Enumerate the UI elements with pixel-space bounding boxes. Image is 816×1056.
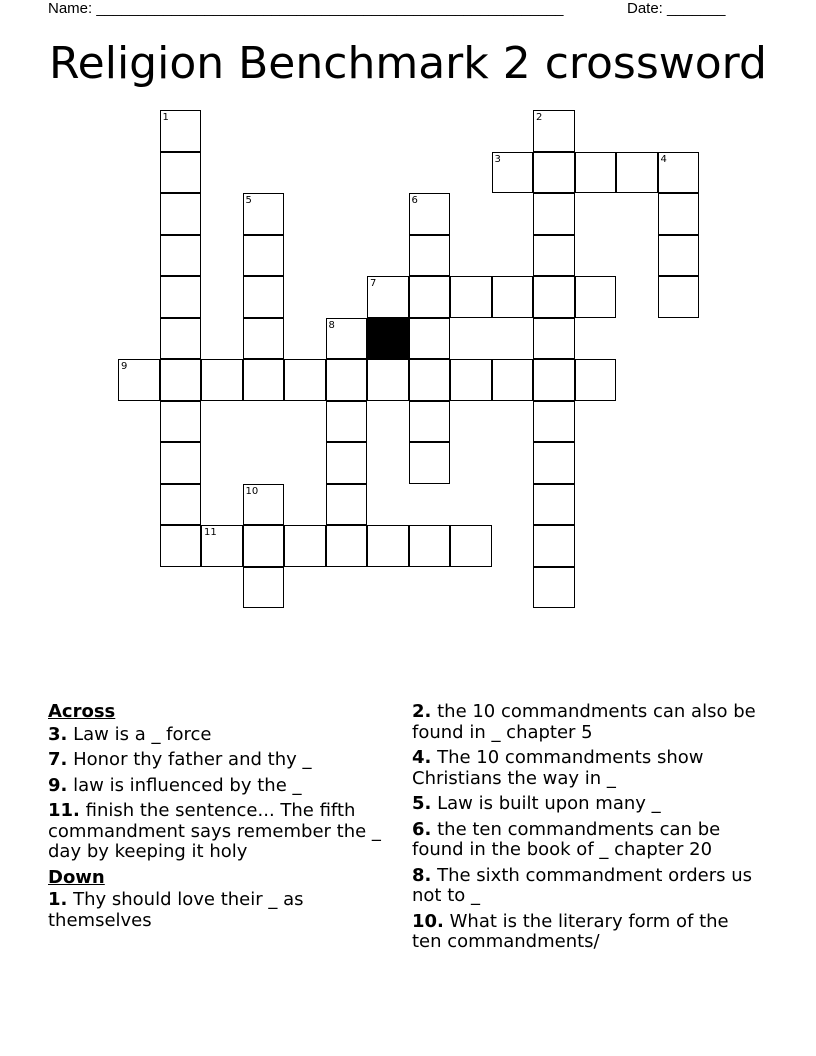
grid-cell[interactable] (533, 442, 575, 484)
clue-number: 3. (48, 723, 68, 745)
grid-cell[interactable] (658, 193, 700, 235)
grid-cell[interactable] (492, 152, 534, 194)
grid-cell[interactable] (450, 359, 492, 401)
grid-cell[interactable] (160, 276, 202, 318)
grid-cell[interactable] (243, 484, 285, 526)
grid-cell[interactable] (450, 525, 492, 567)
grid-cell[interactable] (575, 152, 617, 194)
grid-cell[interactable] (533, 235, 575, 277)
clue-number: 9 (121, 361, 128, 372)
grid-cell[interactable] (160, 318, 202, 360)
clue-text: Law is built upon many _ (431, 793, 661, 814)
grid-cell[interactable] (658, 152, 700, 194)
clue-item (48, 801, 398, 863)
grid-cell[interactable] (492, 276, 534, 318)
grid-cell[interactable] (160, 110, 202, 152)
grid-cell[interactable] (533, 525, 575, 567)
clue-number: 2 (536, 112, 543, 123)
grid-cell[interactable] (658, 276, 700, 318)
grid-cell[interactable] (243, 567, 285, 609)
grid-cell[interactable] (160, 484, 202, 526)
grid-cell[interactable] (118, 359, 160, 401)
clue-number: 3 (494, 153, 501, 165)
grid-cell[interactable] (326, 525, 368, 567)
grid-cell-blocked (367, 318, 409, 360)
clue-number: 1 (162, 112, 169, 123)
grid-cell[interactable] (409, 276, 451, 318)
across-heading: Across (48, 701, 116, 722)
clue-text: Honor thy father and thy _ (67, 749, 312, 770)
grid-cell[interactable] (533, 318, 575, 360)
clue-number: 2. (412, 701, 432, 722)
clue-number: 9. (48, 774, 68, 796)
clue-number: 5 (245, 195, 252, 206)
clue-number: 6. (412, 818, 432, 840)
clue-number: 11 (204, 527, 217, 538)
grid-cell[interactable] (367, 359, 409, 401)
grid-cell[interactable] (575, 359, 617, 401)
grid-cell[interactable] (409, 193, 451, 235)
clue-number: 4. (412, 747, 432, 768)
grid-cell[interactable] (326, 401, 368, 443)
clue-number: 1. (48, 889, 68, 910)
clue-text: the ten commandments can be found in the book of _ chapter 20 (412, 818, 726, 860)
clue-number: 6 (411, 195, 418, 206)
clue-text: The sixth commandment orders us not to _ (412, 864, 758, 906)
grid-cell[interactable] (533, 359, 575, 401)
grid-cell[interactable] (243, 276, 285, 318)
grid-cell[interactable] (160, 359, 202, 401)
grid-cell[interactable] (243, 235, 285, 277)
clue-text: What is the literary form of the ten commandments/ (412, 910, 735, 952)
clue-item (412, 866, 762, 907)
grid-cell[interactable] (409, 525, 451, 567)
grid-cell[interactable] (243, 193, 285, 235)
grid-cell[interactable] (367, 276, 409, 318)
clue-text: the 10 commandments can also be found in _ chapter 5 (412, 701, 762, 743)
grid-cell[interactable] (575, 276, 617, 318)
clue-item (48, 725, 398, 746)
clue-text: finish the sentence... The fifth commandment says remember the _ day by keeping it holy (48, 800, 387, 862)
grid-cell[interactable] (160, 152, 202, 194)
clue-number: 5. (412, 793, 432, 814)
clue-text: The 10 commandments show Christians the way in _ (412, 747, 710, 789)
page-title: Religion Benchmark 2 crossword (49, 38, 767, 89)
grid-cell[interactable] (492, 359, 534, 401)
clues-left-column (48, 702, 398, 936)
grid-cell[interactable] (533, 110, 575, 152)
grid-cell[interactable] (533, 276, 575, 318)
grid-cell[interactable] (616, 152, 658, 194)
grid-cell[interactable] (160, 442, 202, 484)
clues-right-column (412, 702, 762, 958)
clue-item (412, 748, 762, 789)
grid-cell[interactable] (409, 318, 451, 360)
grid-cell[interactable] (160, 193, 202, 235)
down-clue-list-continued (412, 702, 762, 953)
clue-item (412, 912, 762, 953)
grid-cell[interactable] (326, 318, 368, 360)
across-clue-list (48, 725, 398, 863)
clue-item (412, 820, 762, 861)
clue-item (48, 776, 398, 797)
clue-number: 10 (245, 485, 259, 497)
clue-text: Thy should love their _ as themselves (48, 889, 310, 931)
grid-cell[interactable] (326, 442, 368, 484)
clue-item (412, 702, 762, 743)
grid-cell[interactable] (533, 152, 575, 194)
clue-number: 7 (370, 278, 377, 289)
name-field-line: Name: ________________________________________________________ (48, 0, 564, 17)
grid-cell[interactable] (160, 401, 202, 443)
clue-number: 8. (412, 864, 432, 886)
clue-text: Law is a _ force (67, 723, 212, 745)
grid-cell[interactable] (533, 484, 575, 526)
grid-cell[interactable] (160, 525, 202, 567)
clue-item (48, 750, 398, 771)
grid-cell[interactable] (409, 442, 451, 484)
grid-cell[interactable] (201, 359, 243, 401)
clue-item (48, 890, 398, 931)
grid-cell[interactable] (450, 276, 492, 318)
grid-cell[interactable] (533, 193, 575, 235)
clue-number: 8 (328, 319, 335, 331)
grid-cell[interactable] (284, 359, 326, 401)
grid-cell[interactable] (326, 359, 368, 401)
down-clue-list (48, 890, 398, 931)
grid-cell[interactable] (409, 401, 451, 443)
grid-cell[interactable] (409, 235, 451, 277)
clue-item (412, 794, 762, 815)
date-field-line: Date: _______ (627, 0, 726, 17)
grid-cell[interactable] (409, 359, 451, 401)
grid-cell[interactable] (284, 525, 326, 567)
grid-cell[interactable] (201, 525, 243, 567)
grid-cell[interactable] (658, 235, 700, 277)
grid-cell[interactable] (367, 525, 409, 567)
clue-number: 4 (660, 153, 667, 165)
grid-cell[interactable] (533, 401, 575, 443)
clue-number: 7. (48, 749, 68, 770)
grid-cell[interactable] (243, 359, 285, 401)
grid-cell[interactable] (160, 235, 202, 277)
clue-number: 10. (412, 910, 444, 932)
grid-cell[interactable] (533, 567, 575, 609)
grid-cell[interactable] (326, 484, 368, 526)
clue-text: law is influenced by the _ (67, 774, 302, 796)
clue-number: 11. (48, 800, 80, 821)
grid-cell[interactable] (243, 525, 285, 567)
grid-cell[interactable] (243, 318, 285, 360)
down-heading: Down (48, 866, 105, 888)
